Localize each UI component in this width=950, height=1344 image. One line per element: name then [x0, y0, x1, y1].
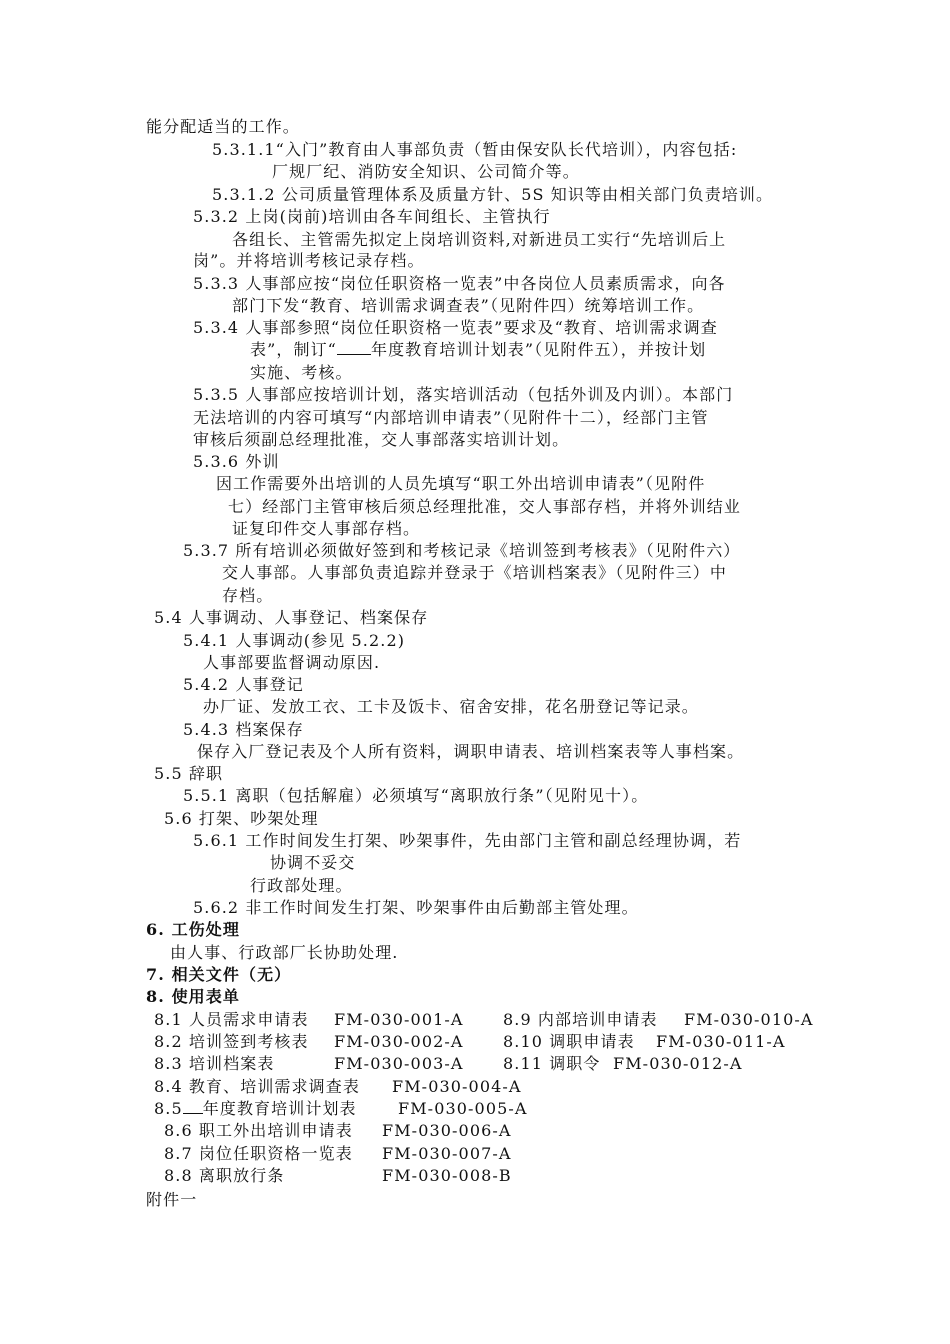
body-line: 因工作需要外出培训的人员先填写“职工外出培训申请表”（见附件 [216, 474, 706, 493]
form-item: 8.1 人员需求申请表 [154, 1010, 309, 1029]
form-item: 8.4 教育、培训需求调查表 [154, 1077, 360, 1096]
clause-5-3-1-1: 5.3.1.1“入门”教育由人事部负责（暂由保安队长代培训），内容包括: [212, 140, 738, 159]
body-line: 审核后须副总经理批准，交人事部落实培训计划。 [193, 430, 570, 449]
body-line [250, 340, 706, 360]
clause-5-4-1: 5.4.1 人事调动(参见 5.2.2) [183, 631, 406, 650]
clause-5-3-4: 5.3.4 人事部参照“岗位任职资格一览表”要求及“教育、培训需求调查 [193, 318, 718, 337]
body-line: 岗”。并将培训考核记录存档。 [193, 251, 425, 270]
attachment-label: 附件一 [146, 1190, 198, 1209]
clause-5-3-2: 5.3.2 上岗(岗前)培训由各车间组长、主管执行 [193, 207, 551, 226]
body-line: 人事部要监督调动原因. [203, 653, 381, 672]
clause-5-3-3: 5.3.3 人事部应按“岗位任职资格一览表”中各岗位人员素质需求，向各 [193, 274, 726, 293]
form-code: FM-030-001-A [334, 1010, 464, 1029]
section-5-6: 5.6 打架、吵架处理 [164, 809, 319, 828]
body-line: 证复印件交人事部存档。 [232, 519, 421, 538]
form-item: 8.8 离职放行条 [164, 1166, 285, 1185]
form-item: 8.9 内部培训申请表 [503, 1010, 658, 1029]
form-code: FM-030-002-A [334, 1032, 464, 1051]
blank-underline [337, 340, 371, 355]
body-line: 由人事、行政部厂长协助处理. [170, 943, 399, 962]
clause-5-4-3: 5.4.3 档案保存 [183, 720, 304, 739]
form-code: FM-030-005-A [398, 1099, 528, 1118]
body-line: 实施、考核。 [250, 363, 353, 382]
form-item: 8.2 培训签到考核表 [154, 1032, 309, 1051]
body-line: 交人事部。人事部负责追踪并登录于《培训档案表》（见附件三）中 [222, 563, 728, 582]
form-item: 8.10 调职申请表 [503, 1032, 635, 1051]
clause-5-3-7: 5.3.7 所有培训必须做好签到和考核记录《培训签到考核表》（见附件六） [183, 541, 741, 560]
form-code: FM-030-006-A [382, 1121, 512, 1140]
clause-5-3-5: 5.3.5 人事部应按培训计划，落实培训活动（包括外训及内训）。本部门 [193, 385, 734, 404]
form-item: 8.11 调职令 [503, 1054, 601, 1073]
body-line: 存档。 [222, 586, 274, 605]
form-code: FM-030-008-B [382, 1166, 512, 1185]
clause-5-3-1-2: 5.3.1.2 公司质量管理体系及质量方针、5S 知识等由相关部门负责培训。 [212, 185, 774, 204]
body-line: 保存入厂登记表及个人所有资料，调职申请表、培训档案表等人事档案。 [197, 742, 745, 761]
heading-6: 6. 工伤处理 [146, 920, 240, 939]
form-code: FM-030-007-A [382, 1144, 512, 1163]
clause-5-4-2: 5.4.2 人事登记 [183, 675, 304, 694]
form-code: FM-030-011-A [656, 1032, 786, 1051]
section-5-5: 5.5 辞职 [154, 764, 224, 783]
body-line: 协调不妥交 [270, 853, 356, 872]
heading-7: 7. 相关文件（无） [146, 965, 292, 984]
body-line: 办厂证、发放工衣、工卡及饭卡、宿舍安排，花名册登记等记录。 [203, 697, 699, 716]
form-item: 8.3 培训档案表 [154, 1054, 275, 1073]
body-line: 七）经部门主管审核后须总经理批准，交人事部存档，并将外训结业 [228, 497, 742, 516]
body-line: 各组长、主管需先拟定上岗培训资料,对新进员工实行“先培训后上 [232, 230, 727, 249]
body-line: 能分配适当的工作。 [146, 117, 300, 136]
body-line: 厂规厂纪、消防安全知识、公司简介等。 [272, 162, 580, 181]
form-code: FM-030-010-A [684, 1010, 814, 1029]
clause-5-5-1: 5.5.1 离职（包括解雇）必须填写“离职放行条”（见附见十）。 [183, 786, 649, 805]
form-item: 8.6 职工外出培训申请表 [164, 1121, 353, 1140]
form-code: FM-030-012-A [613, 1054, 743, 1073]
text-fragment: 8.5 [154, 1099, 183, 1118]
form-item [154, 1099, 357, 1119]
clause-5-6-1: 5.6.1 工作时间发生打架、吵架事件，先由部门主管和副总经理协调，若 [193, 831, 742, 850]
body-line: 行政部处理。 [250, 876, 353, 895]
heading-8: 8. 使用表单 [146, 987, 240, 1006]
body-line: 无法培训的内容可填写“内部培训申请表”（见附件十二），经部门主管 [193, 408, 709, 427]
form-code: FM-030-003-A [334, 1054, 464, 1073]
body-line: 部门下发“教育、培训需求调查表”（见附件四）统筹培训工作。 [232, 296, 705, 315]
text-fragment: 年度教育培训计划表 [202, 1099, 357, 1118]
text-fragment: 年度教育培训计划表”（见附件五），并按计划 [370, 340, 707, 359]
clause-5-3-6: 5.3.6 外训 [193, 452, 280, 471]
section-5-4: 5.4 人事调动、人事登记、档案保存 [154, 608, 429, 627]
clause-5-6-2: 5.6.2 非工作时间发生打架、吵架事件由后勤部主管处理。 [193, 898, 639, 917]
form-code: FM-030-004-A [392, 1077, 522, 1096]
blank-underline [183, 1099, 203, 1114]
form-item: 8.7 岗位任职资格一览表 [164, 1144, 353, 1163]
text-fragment: 表”，制订“ [250, 340, 337, 359]
